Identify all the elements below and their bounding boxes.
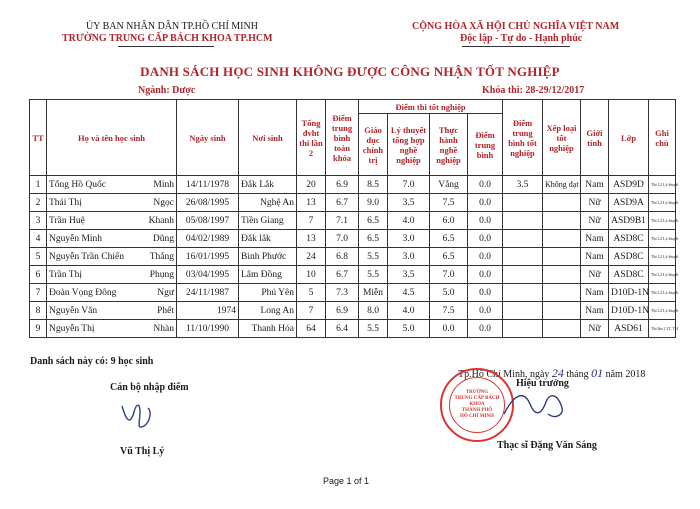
cell-avg: 6.4 (326, 320, 359, 338)
cell-pob: Thanh Hóa (239, 320, 297, 338)
cell-name (47, 266, 177, 284)
cell-gender: Nữ (581, 320, 609, 338)
cell-avg: 7.0 (326, 230, 359, 248)
table-row (30, 284, 676, 302)
cell-class: ASD9D (609, 176, 649, 194)
header-pob: Nơi sinh (239, 100, 297, 176)
cell-practice: 7.5 (430, 302, 468, 320)
cell-name (47, 284, 177, 302)
cell-politics: 9.0 (359, 194, 388, 212)
stamp-top: TRƯỜNG (465, 390, 489, 395)
cell-exam-avg: 0.0 (468, 176, 503, 194)
cell-first-name: Thắng (149, 251, 174, 262)
cell-pob: Tiền Giang (239, 212, 297, 230)
cell-rank (543, 266, 581, 284)
cell-politics: 5.5 (359, 266, 388, 284)
cell-practice: 7.5 (430, 194, 468, 212)
cell-units: 5 (297, 284, 326, 302)
cell-first-name: Ngọc (153, 197, 174, 208)
cell-note: Thi L2 Lý thuyết (649, 302, 676, 320)
cell-grad-avg (503, 212, 543, 230)
cell-rank (543, 194, 581, 212)
page-number: Page 1 of 1 (323, 476, 370, 486)
cell-practice: Vắng (430, 176, 468, 194)
cell-politics: 8.5 (359, 176, 388, 194)
cell-grad-avg (503, 194, 543, 212)
cell-class: D10D-1N (609, 302, 649, 320)
cell-politics: 5.5 (359, 320, 388, 338)
cell-last-name: Nguyễn Trần Chiến (49, 251, 124, 262)
header-class: Lớp (609, 100, 649, 176)
republic-name: CỘNG HÒA XÃ HỘI CHỦ NGHĨA VIỆT NAM (412, 21, 620, 32)
cell-note: Thi L2 Lý thuyết (649, 176, 676, 194)
students-table (29, 99, 679, 338)
cell-class: D10D-1N (609, 284, 649, 302)
header-underline-right (462, 46, 570, 47)
cell-grad-avg (503, 230, 543, 248)
student-count: Danh sách này có: 9 học sinh (30, 356, 154, 367)
cell-tt: 5 (30, 248, 47, 266)
cell-tt: 2 (30, 194, 47, 212)
cell-first-name: Dũng (152, 233, 174, 244)
cell-practice: 6.5 (430, 230, 468, 248)
cell-name (47, 212, 177, 230)
cell-avg: 7.3 (326, 284, 359, 302)
cell-last-name: Đoàn Vọng Đông (49, 287, 117, 298)
cell-tt: 7 (30, 284, 47, 302)
cell-politics: 5.5 (359, 248, 388, 266)
cell-last-name: Nguyễn Minh (49, 233, 103, 244)
stamp-city: THÀNH PHỐ (461, 408, 493, 413)
committee-name: ỦY BAN NHÂN DÂN TP.HỒ CHÍ MINH (86, 21, 258, 32)
cell-class: ASD8C (609, 248, 649, 266)
cell-first-name: Nhàn (153, 323, 174, 334)
cell-pob: Phú Yên (239, 284, 297, 302)
cell-rank (543, 302, 581, 320)
table-row (30, 302, 676, 320)
cell-name (47, 176, 177, 194)
cell-exam-avg: 0.0 (468, 248, 503, 266)
cell-units: 10 (297, 266, 326, 284)
cell-gender: Nữ (581, 194, 609, 212)
cell-exam-avg: 0.0 (468, 320, 503, 338)
table-row (30, 248, 676, 266)
cell-grad-avg (503, 302, 543, 320)
motto: Độc lập - Tự do - Hạnh phúc (460, 33, 583, 44)
stamp-mid: TRUNG CẤP BÁCH KHOA (454, 396, 500, 407)
cell-last-name: Nguyễn Thị (49, 323, 95, 334)
cell-tt: 3 (30, 212, 47, 230)
cell-dob: 1974 (177, 302, 239, 320)
cell-rank (543, 212, 581, 230)
cell-tt: 9 (30, 320, 47, 338)
cell-tt: 8 (30, 302, 47, 320)
cell-units: 13 (297, 230, 326, 248)
course-label: Khóa thi: 28-29/12/2017 (482, 85, 585, 96)
cell-note: Thi L2 Lý thuyết (649, 248, 676, 266)
table-row (30, 212, 676, 230)
cell-rank: Không đạt (543, 176, 581, 194)
cell-practice: 5.0 (430, 284, 468, 302)
cell-theory: 4.0 (388, 212, 430, 230)
clerk-signature (118, 398, 158, 434)
cell-first-name: Ngư (157, 287, 174, 298)
cell-rank (543, 248, 581, 266)
cell-gender: Nam (581, 302, 609, 320)
cell-grad-avg (503, 266, 543, 284)
table-row (30, 176, 676, 194)
header-exam-avg: Điểm trung bình (468, 114, 503, 176)
cell-note: Thi L2 Lý thuyết (649, 194, 676, 212)
date-month-label: tháng (566, 369, 589, 380)
header-gender: Giới tính (581, 100, 609, 176)
cell-tt: 1 (30, 176, 47, 194)
cell-units: 13 (297, 194, 326, 212)
cell-name (47, 302, 177, 320)
place-date-label: Tp.Hồ Chí Minh, ngày (458, 369, 550, 380)
cell-note: Thi lần 2 LT, TH (649, 320, 676, 338)
cell-exam-avg: 0.0 (468, 284, 503, 302)
cell-dob: 03/04/1995 (177, 266, 239, 284)
principal-title: Hiệu trưởng (516, 378, 569, 389)
cell-avg: 6.9 (326, 302, 359, 320)
cell-theory: 5.0 (388, 320, 430, 338)
cell-avg: 7.1 (326, 212, 359, 230)
cell-practice: 7.0 (430, 266, 468, 284)
cell-units: 20 (297, 176, 326, 194)
cell-exam-avg: 0.0 (468, 194, 503, 212)
table-row (30, 266, 676, 284)
cell-avg: 6.8 (326, 248, 359, 266)
cell-politics: 8.0 (359, 302, 388, 320)
cell-grad-avg: 3.5 (503, 176, 543, 194)
clerk-title: Cán bộ nhập điểm (110, 382, 189, 393)
header-note: Ghi chú (649, 100, 676, 176)
cell-name (47, 230, 177, 248)
cell-practice: 6.5 (430, 248, 468, 266)
cell-first-name: Khanh (148, 215, 174, 226)
cell-class: ASD8C (609, 230, 649, 248)
school-name: TRƯỜNG TRUNG CẤP BÁCH KHOA TP.HCM (62, 33, 273, 44)
cell-name (47, 320, 177, 338)
cell-pob: Nghệ An (239, 194, 297, 212)
cell-pob: Long An (239, 302, 297, 320)
header-tt: TT (30, 100, 47, 176)
stamp-bottom: HỒ CHÍ MINH (460, 414, 494, 419)
header-rank: Xếp loại tốt nghiệp (543, 100, 581, 176)
cell-tt: 4 (30, 230, 47, 248)
header-grad-avg: Điểm trung bình tốt nghiệp (503, 100, 543, 176)
cell-practice: 6.0 (430, 212, 468, 230)
cell-theory: 4.0 (388, 302, 430, 320)
clerk-name: Vũ Thị Lý (120, 446, 165, 457)
header-underline-left (118, 46, 214, 47)
cell-class: ASD9A (609, 194, 649, 212)
cell-grad-avg (503, 320, 543, 338)
cell-gender: Nam (581, 230, 609, 248)
header-exam-group: Điểm thi tốt nghiệp (359, 100, 503, 114)
cell-first-name: Phụng (149, 269, 174, 280)
header-avg: Điểm trung bình toàn khóa (326, 100, 359, 176)
cell-avg: 6.7 (326, 194, 359, 212)
cell-dob: 04/02/1989 (177, 230, 239, 248)
cell-rank (543, 230, 581, 248)
cell-class: ASD8C (609, 266, 649, 284)
cell-theory: 3.0 (388, 230, 430, 248)
cell-politics: 6.5 (359, 230, 388, 248)
header-theory: Lý thuyết tổng hợp nghề nghiệp (388, 114, 430, 176)
cell-exam-avg: 0.0 (468, 302, 503, 320)
header-practice: Thực hành nghề nghiệp (430, 114, 468, 176)
header-politics: Giáo dục chính trị (359, 114, 388, 176)
cell-last-name: Thái Thị (49, 197, 82, 208)
cell-dob: 11/10/1990 (177, 320, 239, 338)
cell-last-name: Nguyễn Văn (49, 305, 98, 316)
cell-exam-avg: 0.0 (468, 266, 503, 284)
cell-class: ASD9B1 (609, 212, 649, 230)
date-day: 24 (551, 366, 564, 380)
cell-gender: Nam (581, 176, 609, 194)
table-row (30, 320, 676, 338)
table-row (30, 194, 676, 212)
cell-note: Thi L2 Lý thuyết (649, 212, 676, 230)
table-row (30, 230, 676, 248)
cell-theory: 3.0 (388, 248, 430, 266)
cell-theory: 3.5 (388, 194, 430, 212)
cell-avg: 6.9 (326, 176, 359, 194)
cell-units: 64 (297, 320, 326, 338)
cell-practice: 0.0 (430, 320, 468, 338)
cell-note: Thi L2 Lý thuyết (649, 284, 676, 302)
cell-dob: 14/11/1978 (177, 176, 239, 194)
cell-grad-avg (503, 248, 543, 266)
cell-gender: Nam (581, 248, 609, 266)
cell-last-name: Tống Hồ Quốc (49, 179, 106, 190)
cell-pob: Đắk Lắk (239, 176, 297, 194)
date-year: năm 2018 (605, 369, 646, 380)
cell-exam-avg: 0.0 (468, 212, 503, 230)
header-dob: Ngày sinh (177, 100, 239, 176)
cell-dob: 05/08/1997 (177, 212, 239, 230)
cell-theory: 7.0 (388, 176, 430, 194)
cell-rank (543, 320, 581, 338)
cell-name (47, 248, 177, 266)
cell-exam-avg: 0.0 (468, 230, 503, 248)
cell-units: 24 (297, 248, 326, 266)
cell-note: Thi L2 Lý thuyết (649, 230, 676, 248)
cell-tt: 6 (30, 266, 47, 284)
cell-pob: Bình Phước (239, 248, 297, 266)
cell-class: ASD61 (609, 320, 649, 338)
cell-grad-avg (503, 284, 543, 302)
principal-name: Thạc sĩ Đặng Văn Sáng (497, 440, 597, 451)
cell-politics: Miễn (359, 284, 388, 302)
cell-dob: 16/01/1995 (177, 248, 239, 266)
cell-units: 7 (297, 302, 326, 320)
cell-theory: 4.5 (388, 284, 430, 302)
principal-signature (500, 384, 570, 434)
cell-last-name: Trần Thị (49, 269, 82, 280)
cell-name (47, 194, 177, 212)
cell-gender: Nữ (581, 212, 609, 230)
cell-last-name: Trần Huệ (49, 215, 85, 226)
major-label: Ngành: Dược (138, 85, 196, 96)
cell-gender: Nữ (581, 266, 609, 284)
cell-avg: 6.7 (326, 266, 359, 284)
header-name: Họ và tên học sinh (47, 100, 177, 176)
cell-first-name: Phết (157, 305, 174, 316)
cell-note: Thi L2 Lý thuyết (649, 266, 676, 284)
cell-rank (543, 284, 581, 302)
header-units: Tổng đvht thi lần 2 (297, 100, 326, 176)
cell-dob: 26/08/1995 (177, 194, 239, 212)
cell-dob: 24/11/1987 (177, 284, 239, 302)
cell-first-name: Minh (153, 179, 174, 190)
cell-theory: 3.5 (388, 266, 430, 284)
cell-politics: 6.5 (359, 212, 388, 230)
cell-pob: Đắk lắk (239, 230, 297, 248)
cell-gender: Nam (581, 284, 609, 302)
document-title: DANH SÁCH HỌC SINH KHÔNG ĐƯỢC CÔNG NHẬN TỐT NGHIỆP (140, 64, 560, 79)
cell-pob: Lâm Đồng (239, 266, 297, 284)
cell-units: 7 (297, 212, 326, 230)
date-month: 01 (591, 366, 604, 380)
